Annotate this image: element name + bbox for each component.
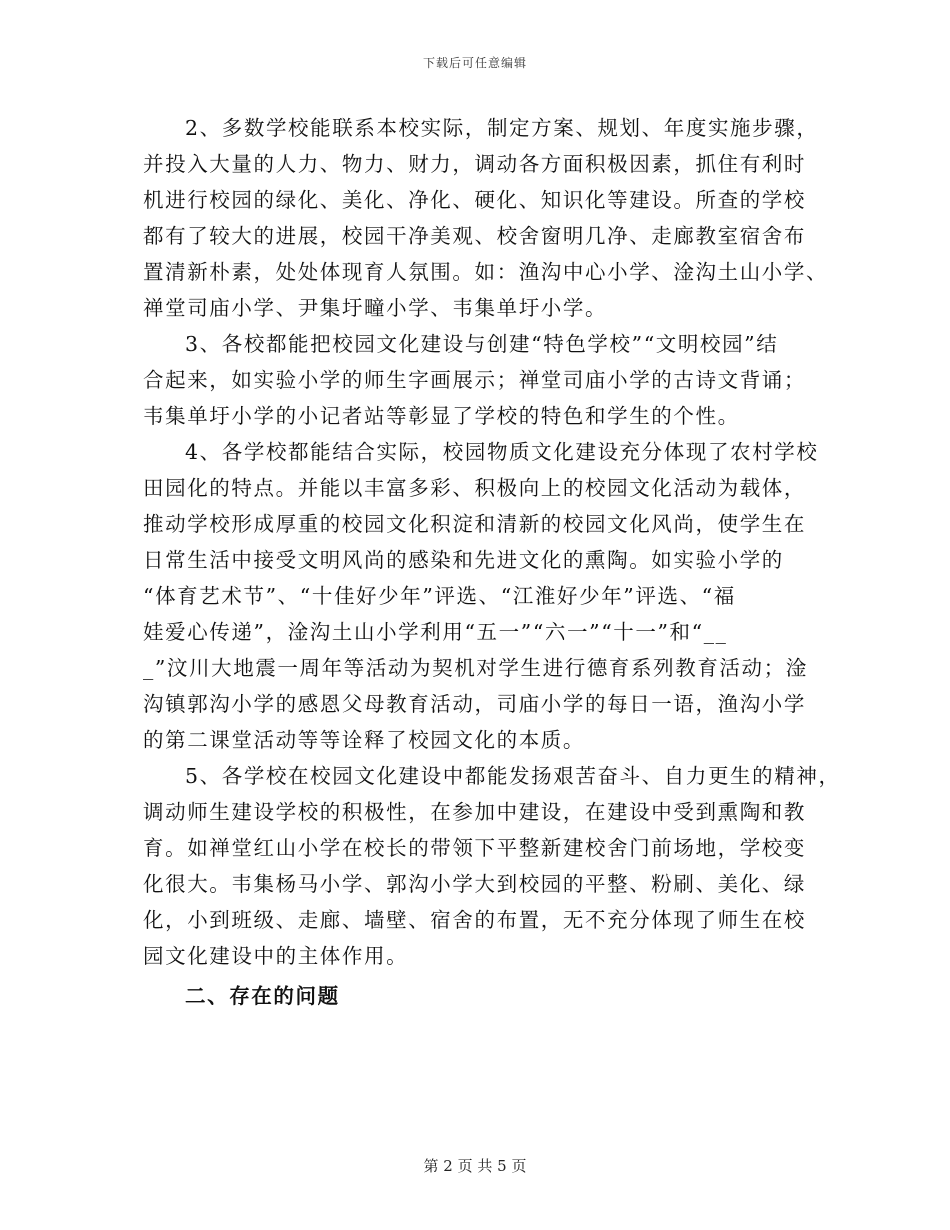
- paragraph-5-line-5: 化，小到班级、走廊、墙壁、宿舍的布置，无不充分体现了师生在校: [143, 908, 806, 932]
- paragraph-3-line-2: 合起来，如实验小学的师生字画展示；禅堂司庙小学的古诗文背诵；: [143, 368, 806, 392]
- paragraph-3-line-3: 韦集单圩小学的小记者站等彰显了学校的特色和学生的个性。: [143, 404, 740, 428]
- paragraph-2-line-5: 置清新朴素，处处体现育人氛围。如：渔沟中心小学、淦沟土山小学、: [143, 260, 829, 284]
- paragraph-4-line-8: 沟镇郭沟小学的感恩父母教育活动，司庙小学的每日一语，渔沟小学: [143, 692, 806, 716]
- paragraph-2-line-4: 都有了较大的进展，校园干净美观、校舍窗明几净、走廊教室宿舍布: [143, 224, 806, 248]
- paragraph-4-line-6: 娃爱心传递”，淦沟土山小学利用“五一”“六一”“十一”和“__: [143, 620, 728, 644]
- paragraph-2-line-6: 禅堂司庙小学、尹集圩疃小学、韦集单圩小学。: [143, 296, 608, 320]
- document-body: [143, 110, 841, 1014]
- paragraph-4-line-2: 田园化的特点。并能以丰富多彩、积极向上的校园文化活动为载体，: [143, 476, 806, 500]
- paragraph-5-line-1: 5、各学校在校园文化建设中都能发扬艰苦奋斗、自力更生的精神，: [185, 764, 841, 788]
- paragraph-4-line-5: “体育艺术节”、“十佳好少年”评选、“江淮好少年”评选、“福: [143, 584, 736, 608]
- paragraph-4-line-3: 推动学校形成厚重的校园文化积淀和清新的校园文化风尚，使学生在: [143, 512, 806, 536]
- paragraph-5-line-3: 育。如禅堂红山小学在校长的带领下平整新建校舍门前场地，学校变: [143, 836, 806, 860]
- paragraph-4-line-4: 日常生活中接受文明风尚的感染和先进文化的熏陶。如实验小学的: [143, 548, 784, 572]
- page-footer: 第 2 页 共 5 页: [423, 1157, 527, 1175]
- paragraph-2-line-1: 2、多数学校能联系本校实际，制定方案、规划、年度实施步骤，: [185, 116, 819, 140]
- paragraph-5-line-6: 园文化建设中的主体作用。: [143, 944, 409, 968]
- paragraph-4-line-1: 4、各学校都能结合实际，校园物质文化建设充分体现了农村学校: [185, 440, 819, 464]
- paragraph-2-line-3: 机进行校园的绿化、美化、净化、硬化、知识化等建设。所查的学校: [143, 188, 806, 212]
- section-heading: 二、存在的问题: [185, 984, 340, 1008]
- paragraph-3-line-1: 3、各校都能把校园文化建设与创建“特色学校”“文明校园”结: [185, 332, 779, 356]
- paragraph-5-line-2: 调动师生建设学校的积极性，在参加中建设，在建设中受到熏陶和教: [143, 800, 806, 824]
- page-header: 下载后可任意编辑: [422, 56, 527, 70]
- paragraph-2-line-2: 并投入大量的人力、物力、财力，调动各方面积极因素，抓住有利时: [143, 152, 806, 176]
- paragraph-5-line-4: 化很大。韦集杨马小学、郭沟小学大到校园的平整、粉刷、美化、绿: [143, 872, 806, 896]
- paragraph-4-line-7: _”汶川大地震一周年等活动为契机对学生进行德育系列教育活动；淦: [143, 656, 808, 680]
- paragraph-4-line-9: 的第二课堂活动等等诠释了校园文化的本质。: [143, 728, 585, 752]
